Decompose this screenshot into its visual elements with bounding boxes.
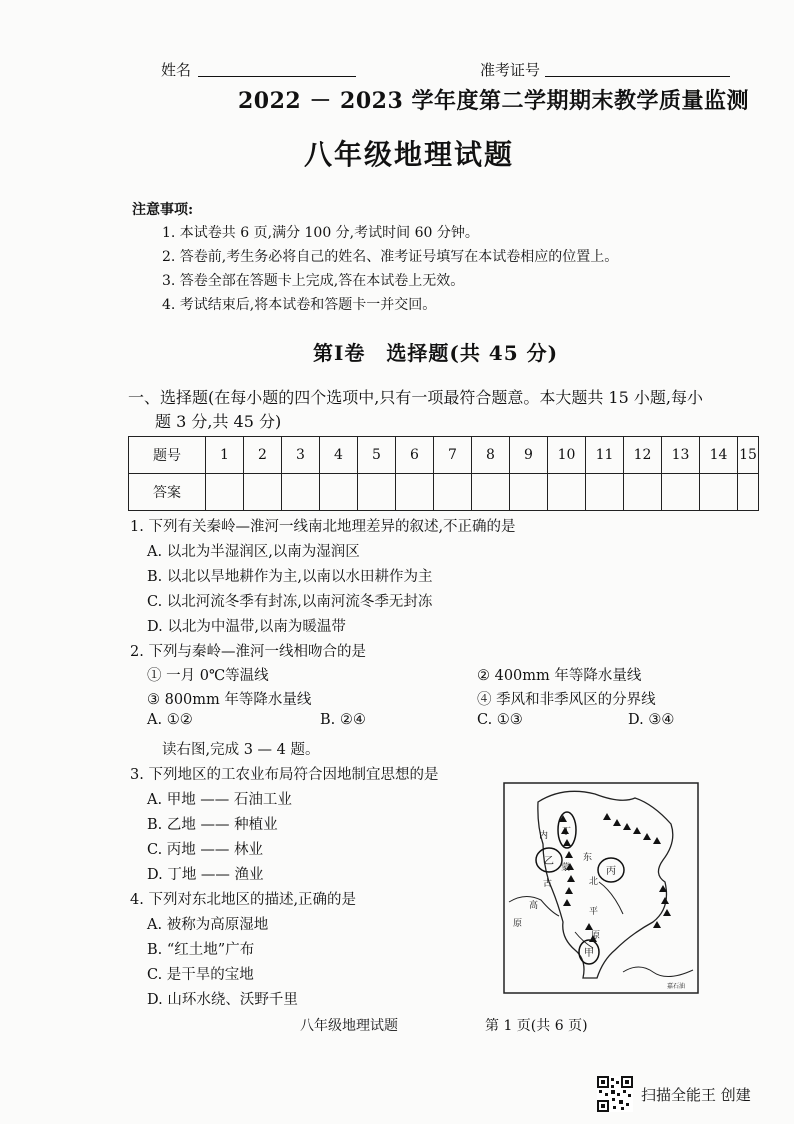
read-map-instruction: 读右图,完成 3 — 4 题。: [162, 742, 320, 758]
table-cell: 15: [738, 437, 759, 474]
answer-cell[interactable]: [244, 474, 282, 511]
answer-cell[interactable]: [738, 474, 759, 511]
question-3-option-a: A. 甲地 —— 石油工业: [147, 792, 292, 808]
map-frame: [504, 783, 698, 993]
answer-cell[interactable]: [282, 474, 320, 511]
question-4-option-b: B. “红土地”广布: [147, 942, 255, 958]
question-2-option-d: D. ③④: [628, 712, 675, 728]
notes-heading: 注意事项:: [132, 202, 194, 218]
table-cell: 9: [510, 437, 548, 474]
question-1-option-b: B. 以北以旱地耕作为主,以南以水田耕作为主: [147, 569, 433, 585]
table-cell: 4: [320, 437, 358, 474]
answer-cell[interactable]: [510, 474, 548, 511]
table-row: [129, 437, 759, 474]
question-2-option-c: C. ①③: [477, 712, 523, 728]
name-label: 姓名: [161, 61, 192, 79]
coastline: [623, 967, 693, 977]
northeast-china-map: [503, 782, 699, 994]
answer-cell[interactable]: [662, 474, 700, 511]
question-1-option-d: D. 以北为中温带,以南为暖温带: [147, 619, 346, 635]
answer-cell[interactable]: [624, 474, 662, 511]
answer-cell[interactable]: [434, 474, 472, 511]
section-instruction: 一、选择题(在每小题的四个选项中,只有一项最符合题意。本大题共 15 小题,每小: [128, 388, 703, 407]
question-4-option-c: C. 是干旱的宝地: [147, 967, 254, 983]
question-2-choice-4: ④ 季风和非季风区的分界线: [477, 692, 656, 708]
table-cell: 11: [586, 437, 624, 474]
note-item: 4. 考试结束后,将本试卷和答题卡一并交回。: [162, 297, 437, 313]
exam-id-label: 准考证号: [480, 61, 541, 79]
question-4-stem: 4. 下列对东北地区的描述,正确的是: [130, 892, 357, 908]
exam-id-underline: [545, 76, 730, 77]
map-label-meng: 蒙: [561, 863, 571, 873]
table-cell: 2: [244, 437, 282, 474]
river-line: [599, 882, 623, 914]
table-cell: 5: [358, 437, 396, 474]
answer-cell[interactable]: [396, 474, 434, 511]
question-3-stem: 3. 下列地区的工农业布局符合因地制宜思想的是: [130, 767, 439, 783]
table-cell: 1: [206, 437, 244, 474]
subject-title: 八年级地理试题: [304, 138, 515, 171]
question-4-option-d: D. 山环水绕、沃野千里: [147, 992, 298, 1008]
question-2-stem: 2. 下列与秦岭—淮河一线相吻合的是: [130, 644, 366, 660]
name-underline: [198, 76, 356, 77]
answer-cell[interactable]: [700, 474, 738, 511]
table-header-number: 题号: [129, 437, 206, 474]
note-item: 3. 答卷全部在答题卡上完成,答在本试卷上无效。: [162, 273, 465, 289]
map-label-gao: 高: [529, 901, 539, 911]
table-cell: 3: [282, 437, 320, 474]
footer-page-number: 第 1 页(共 6 页): [485, 1018, 588, 1034]
answer-cell[interactable]: [206, 474, 244, 511]
answer-cell[interactable]: [320, 474, 358, 511]
map-label-ping: 平: [589, 907, 599, 917]
map-label-gu: 古: [543, 879, 553, 889]
map-label-yi: 乙: [544, 856, 554, 867]
volume-title: 第Ⅰ卷 选择题(共 45 分): [313, 341, 559, 365]
question-2-choice-2: ② 400mm 年等降水量线: [477, 668, 642, 684]
footer-subject: 八年级地理试题: [300, 1018, 398, 1034]
map-label-dong: 东: [583, 853, 593, 863]
question-3-option-d: D. 丁地 —— 渔业: [147, 867, 264, 883]
table-row: [129, 474, 759, 511]
question-3-option-b: B. 乙地 —— 种植业: [147, 817, 278, 833]
map-label-jia: 甲: [584, 948, 594, 959]
question-2-option-a: A. ①②: [147, 712, 193, 728]
table-cell: 14: [700, 437, 738, 474]
question-2-choice-1: ① 一月 0℃等温线: [147, 668, 269, 684]
question-2-choice-3: ③ 800mm 年等降水量线: [147, 692, 312, 708]
answer-cell[interactable]: [586, 474, 624, 511]
question-1-option-a: A. 以北为半湿润区,以南为湿润区: [147, 544, 360, 560]
table-cell: 12: [624, 437, 662, 474]
map-label-nei: 内: [539, 831, 549, 841]
scanner-watermark: 扫描全能王 创建: [641, 1086, 751, 1104]
map-label-ding: 丁: [562, 827, 572, 837]
note-item: 1. 本试卷共 6 页,满分 100 分,考试时间 60 分钟。: [162, 225, 479, 241]
question-4-option-a: A. 被称为高原湿地: [147, 917, 269, 933]
answer-cell[interactable]: [472, 474, 510, 511]
note-item: 2. 答卷前,考生务必将自己的姓名、准考证号填写在本试卷相应的位置上。: [162, 249, 619, 265]
question-1-stem: 1. 下列有关秦岭—淮河一线南北地理差异的叙述,不正确的是: [130, 519, 516, 535]
map-label-yuan: 原: [513, 919, 523, 929]
table-cell: 6: [396, 437, 434, 474]
map-label-bei: 北: [589, 877, 599, 887]
qr-code-icon: [597, 1076, 633, 1112]
map-label-bing: 丙: [606, 866, 616, 877]
table-cell: 13: [662, 437, 700, 474]
table-cell: 7: [434, 437, 472, 474]
table-cell: 8: [472, 437, 510, 474]
question-2-option-b: B. ②④: [320, 712, 366, 728]
question-3-option-c: C. 丙地 —— 林业: [147, 842, 264, 858]
exam-title: 2022 － 2023 学年度第二学期期末教学质量监测: [238, 88, 749, 114]
answer-cell[interactable]: [548, 474, 586, 511]
answer-cell[interactable]: [358, 474, 396, 511]
answer-table: [128, 436, 759, 511]
map-credit: 嘉石油: [667, 983, 686, 990]
question-1-option-c: C. 以北河流冬季有封冻,以南河流冬季无封冻: [147, 594, 433, 610]
table-header-answer: 答案: [129, 474, 206, 511]
table-cell: 10: [548, 437, 586, 474]
map-label-yuan2: 原: [591, 931, 601, 941]
section-instruction-cont: 题 3 分,共 45 分): [155, 412, 282, 431]
